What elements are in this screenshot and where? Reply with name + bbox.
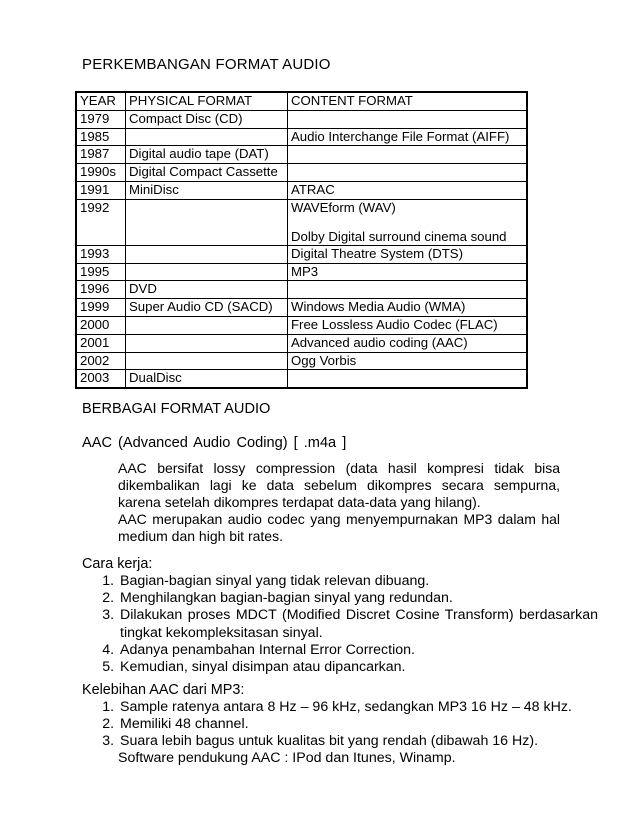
table-row [76,263,527,281]
year-cell: 1987 [76,146,126,164]
physical-cell [126,128,288,146]
cara-kerja-label: Cara kerja: [82,556,153,572]
year-cell: 1993 [76,245,126,263]
list-item: 2. Memiliki 48 channel. [118,716,598,733]
table-row [76,181,527,199]
content-cell: MP3 [288,263,528,281]
year-cell: 1990s [76,164,126,182]
year-cell: 2000 [76,316,126,334]
year-cell: 1985 [76,128,126,146]
physical-cell: MiniDisc [126,181,288,199]
physical-cell: Digital Compact Cassette [126,164,288,182]
kelebihan-label: Kelebihan AAC dari MP3: [82,682,245,698]
table-row [76,352,527,370]
content-cell: Ogg Vorbis [288,352,528,370]
content-cell [288,164,528,182]
section-title: BERBAGAI FORMAT AUDIO [82,401,271,417]
physical-cell: DVD [126,281,288,299]
physical-cell: Digital audio tape (DAT) [126,146,288,164]
year-cell: 2002 [76,352,126,370]
physical-cell [126,245,288,263]
physical-cell [126,263,288,281]
content-line: Dolby Digital surround cinema sound [291,228,507,244]
content-cell [288,370,528,388]
table-row [76,146,527,164]
list-item: 3. Suara lebih bagus untuk kualitas bit yang rendah (dibawah 16 Hz). [118,733,598,750]
physical-cell [126,316,288,334]
content-cell: Audio Interchange File Format (AIFF) [288,128,528,146]
content-cell: ATRAC [288,181,528,199]
table-row [76,316,527,334]
year-cell: 1991 [76,181,126,199]
year-cell: 1995 [76,263,126,281]
aac-paragraph-codec: AAC merupakan audio codec yang menyempurnakan MP3 dalam hal medium dan high bit rates. [118,511,560,544]
table-row [76,281,527,299]
year-cell: 1979 [76,110,126,128]
aac-heading: AAC (Advanced Audio Coding) [ .m4a ] [82,435,347,451]
cara-kerja-list [82,573,598,676]
content-cell: Digital Theatre System (DTS) [288,245,528,263]
list-item: 3. Dilakukan proses MDCT (Modified Discret Cosine Transform) berdasarkan tingkat kekompleksitasan sinyal. [118,607,598,641]
year-cell: 1992 [76,199,126,245]
list-item: 1. Sample ratenya antara 8 Hz – 96 kHz, sedangkan MP3 16 Hz – 48 kHz. [118,699,598,716]
physical-cell: DualDisc [126,370,288,388]
content-cell [288,146,528,164]
physical-cell [126,199,288,245]
table-row [76,334,527,352]
table-row [76,299,527,317]
header-year: YEAR [76,92,126,110]
physical-cell: Super Audio CD (SACD) [126,299,288,317]
content-cell [288,110,528,128]
table-row [76,370,527,388]
table-row [76,128,527,146]
physical-cell: Compact Disc (CD) [126,110,288,128]
aac-paragraph-lossy: AAC bersifat lossy compression (data hasil kompresi tidak bisa dikembalikan lagi ke data sebelum dikompres secara sempurna, karena setelah dikompres terdapat data-data yang hilang). [118,460,560,510]
kelebihan-list [82,699,598,751]
list-item: 4. Adanya penambahan Internal Error Correction. [118,642,598,659]
year-cell: 1996 [76,281,126,299]
table-header-row [76,92,527,110]
content-cell [288,199,528,245]
software-line: Software pendukung AAC : IPod dan Itunes, Winamp. [118,750,456,766]
table-row [76,199,527,245]
header-physical-format: PHYSICAL FORMAT [126,92,288,110]
audio-format-table [75,91,528,389]
page-title: PERKEMBANGAN FORMAT AUDIO [82,56,331,73]
physical-cell [126,352,288,370]
header-content-format: CONTENT FORMAT [288,92,528,110]
year-cell: 2003 [76,370,126,388]
physical-cell [126,334,288,352]
list-item: 2. Menghilangkan bagian-bagian sinyal yang redundan. [118,590,598,607]
table-row [76,245,527,263]
content-cell: Free Lossless Audio Codec (FLAC) [288,316,528,334]
content-line: WAVEform (WAV) [291,199,396,215]
table-row [76,110,527,128]
content-cell: Advanced audio coding (AAC) [288,334,528,352]
list-item: 5. Kemudian, sinyal disimpan atau dipancarkan. [118,659,598,676]
content-cell [288,281,528,299]
year-cell: 2001 [76,334,126,352]
year-cell: 1999 [76,299,126,317]
list-item: 1. Bagian-bagian sinyal yang tidak relevan dibuang. [118,573,598,590]
table-row [76,164,527,182]
content-cell: Windows Media Audio (WMA) [288,299,528,317]
